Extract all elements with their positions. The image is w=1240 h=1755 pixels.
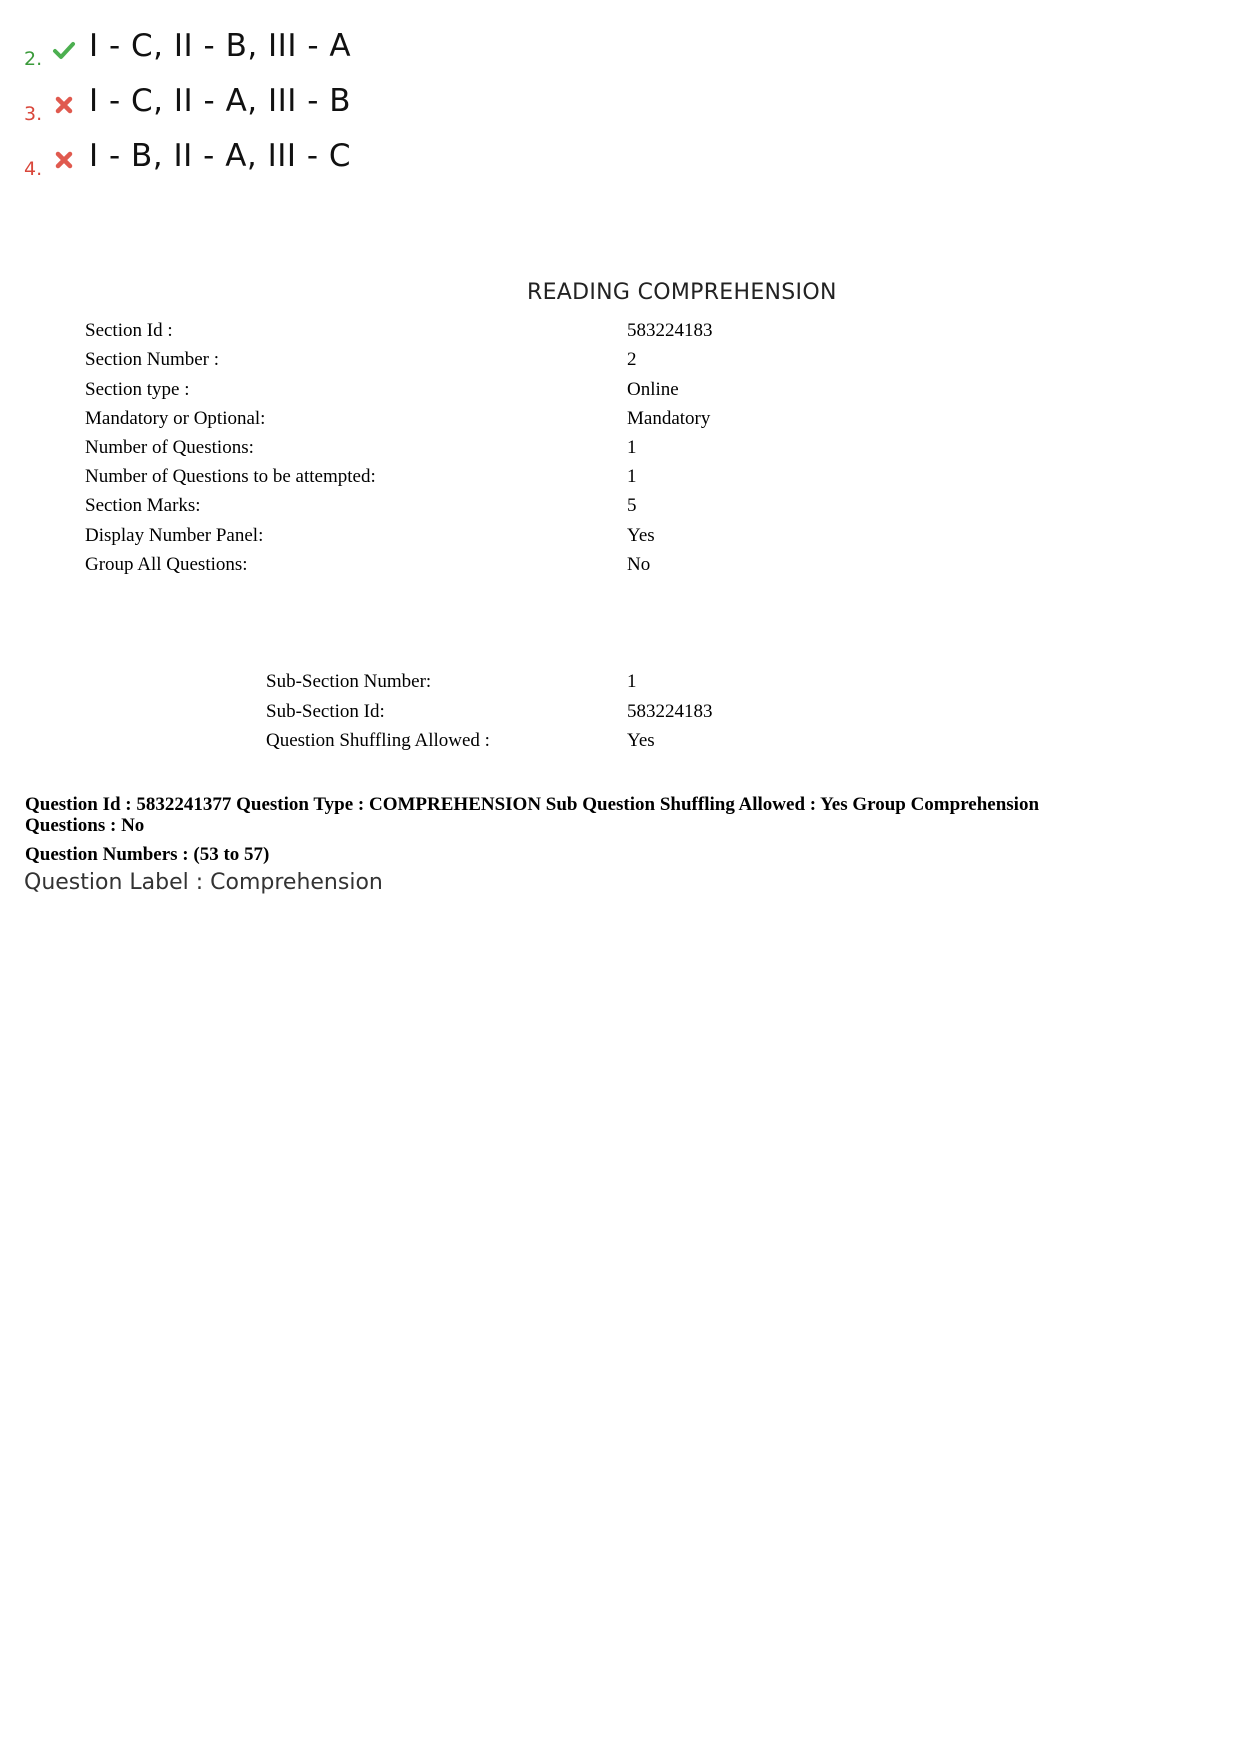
section-label: Mandatory or Optional:	[85, 408, 266, 429]
section-value: No	[627, 554, 651, 575]
section-value: 5	[627, 495, 637, 516]
section-value: Online	[627, 379, 679, 400]
option-number: 3.	[24, 103, 43, 125]
section-value: 2	[627, 349, 637, 370]
question-header-line: Questions : No	[25, 815, 145, 836]
option-number: 4.	[24, 158, 43, 180]
question-header-line: Question Id : 5832241377 Question Type : COMPREHENSION Sub Question Shuffling Allowed : Yes Group Comprehension	[25, 794, 1040, 815]
question-numbers: Question Numbers : (53 to 57)	[25, 844, 270, 865]
section-label: Section Id :	[85, 320, 173, 341]
check-icon	[52, 38, 76, 62]
section-label: Group All Questions:	[85, 554, 248, 575]
section-value: 583224183	[627, 320, 713, 341]
subsection-label: Sub-Section Id:	[266, 701, 385, 722]
section-value: 1	[627, 437, 637, 458]
section-value: Yes	[627, 525, 655, 546]
option-text: I - C, II - B, III - A	[89, 28, 352, 64]
section-label: Number of Questions:	[85, 437, 254, 458]
section-label: Number of Questions to be attempted:	[85, 466, 376, 487]
section-label: Section type :	[85, 379, 190, 400]
option-number: 2.	[24, 48, 43, 70]
subsection-label: Sub-Section Number:	[266, 671, 432, 692]
subsection-label: Question Shuffling Allowed :	[266, 730, 490, 751]
section-label: Display Number Panel:	[85, 525, 264, 546]
subsection-value: Yes	[627, 730, 655, 751]
option-text: I - B, II - A, III - C	[89, 138, 352, 174]
question-label: Question Label : Comprehension	[24, 870, 383, 895]
cross-icon	[52, 148, 76, 172]
section-label: Section Number :	[85, 349, 220, 370]
subsection-value: 1	[627, 671, 637, 692]
option-text: I - C, II - A, III - B	[89, 83, 352, 119]
section-label: Section Marks:	[85, 495, 201, 516]
section-value: 1	[627, 466, 637, 487]
section-title: READING COMPREHENSION	[527, 280, 837, 305]
cross-icon	[52, 93, 76, 117]
subsection-value: 583224183	[627, 701, 713, 722]
section-value: Mandatory	[627, 408, 711, 429]
